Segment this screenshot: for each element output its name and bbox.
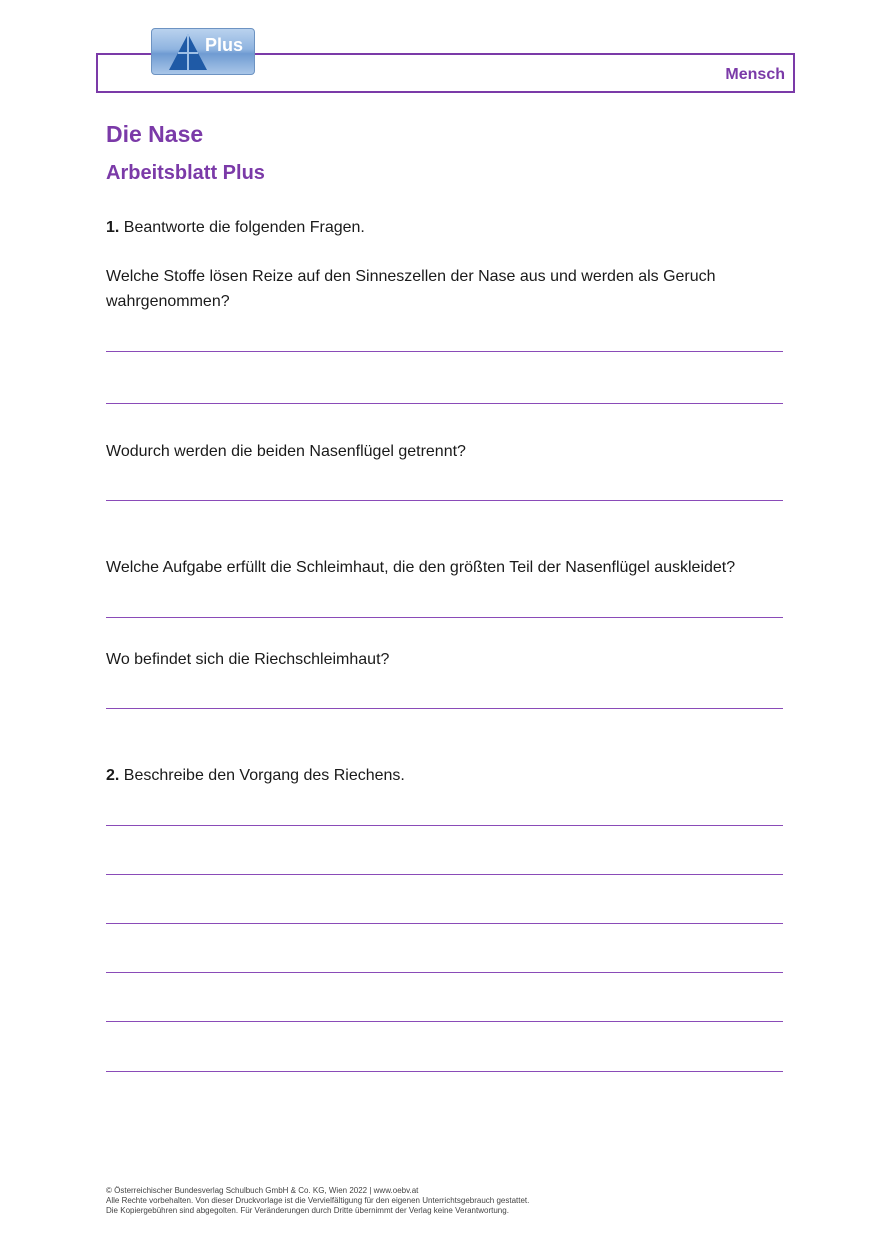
page-title: Die Nase [106,121,204,147]
page-subtitle: Arbeitsblatt Plus [106,162,265,184]
footer-rights: Alle Rechte vorbehalten. Von dieser Druckvorlage ist die Vervielfältigung für den eigenen Unterrichtsgebrauch gestattet. [106,1196,530,1205]
answer-line[interactable] [106,874,783,875]
answer-line[interactable] [106,972,783,973]
answer-line[interactable] [106,1021,783,1022]
answer-line[interactable] [106,351,783,352]
question-1: Welche Stoffe lösen Reize auf den Sinneszellen der Nase aus und werden als Geruch wahrgenommen? [106,268,716,310]
task-1-heading [106,215,786,240]
plus-logo [151,28,255,75]
answer-line[interactable] [106,923,783,924]
question-4: Wo befindet sich die Riechschleimhaut? [106,651,390,668]
answer-line[interactable] [106,617,783,618]
task-1-instruction: Beantworte die folgenden Fragen. [123,219,365,236]
answer-line[interactable] [106,1071,783,1072]
task-2-number: 2. [106,767,120,784]
answer-line[interactable] [106,500,783,501]
question-2: Wodurch werden die beiden Nasenflügel getrennt? [106,443,466,460]
answer-line[interactable] [106,825,783,826]
logo-text: Plus [205,35,244,55]
footer-disclaimer: Die Kopiergebühren sind abgegolten. Für Veränderungen durch Dritte übernimmt der Verlag keine Verantwortung. [106,1206,509,1215]
task-1-number: 1. [106,219,120,236]
subject-label: Mensch [725,66,785,83]
answer-line[interactable] [106,403,783,404]
triangle-logo-icon [168,33,208,71]
answer-line[interactable] [106,708,783,709]
question-3: Welche Aufgabe erfüllt die Schleimhaut, die den größten Teil der Nasenflügel auskleidet? [106,559,736,576]
footer [106,1186,529,1216]
task-2-heading [106,763,786,788]
footer-copyright: © Österreichischer Bundesverlag Schulbuch GmbH & Co. KG, Wien 2022 | www.oebv.at [106,1186,419,1195]
task-2-instruction: Beschreibe den Vorgang des Riechens. [123,767,405,784]
